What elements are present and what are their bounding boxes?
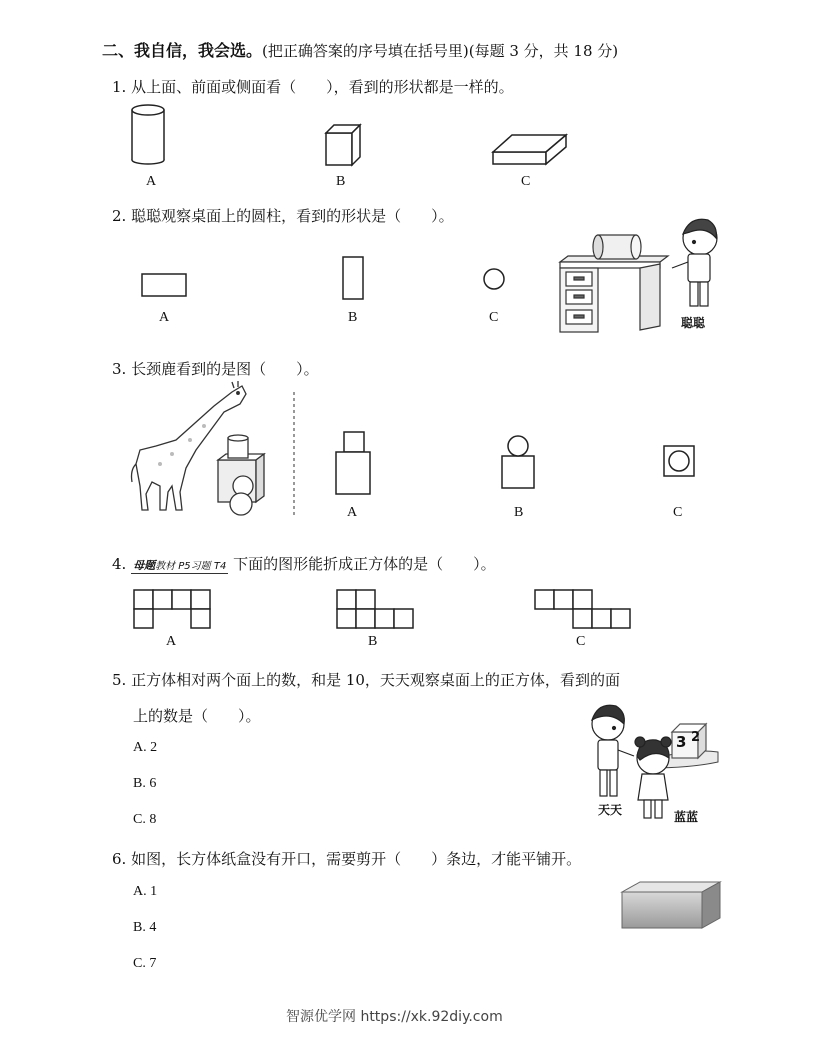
q6-option-b: B. 4 [133,920,157,935]
lanlan-name: 蓝蓝 [674,810,699,824]
q5-option-c: C. 8 [133,812,157,827]
q6-option-a: A. 1 [133,884,158,899]
q1-label-c: C [521,174,531,189]
q1-label-a: A [146,174,157,189]
q4-label-c: C [576,634,586,649]
q2-label-a: A [159,310,170,325]
q3-label-b: B [514,505,524,520]
q2-label-c: C [489,310,499,325]
cube-face-number-front: 3 [676,733,687,751]
section-heading: 二、我自信，我会选。 [102,41,263,60]
badge-source-text: 教材 P5习题 T4 [155,561,227,572]
q5-option-b: B. 6 [133,776,157,791]
badge-main-text: 母题 [133,559,156,572]
footer-watermark: 智源优学网 https://xk.92diy.com [286,1009,503,1025]
question-5-line1: 5. 正方体相对两个面上的数，和是 10，天天观察桌面上的正方体，看到的面 [112,671,620,689]
question-6-text: 6. 如图，长方体纸盒没有开口，需要剪开（ ）条边，才能平铺开。 [112,850,582,868]
question-2-text: 2. 聪聪观察桌面上的圆柱，看到的形状是（ ）。 [112,207,454,225]
question-3-text: 3. 长颈鹿看到的是图（ ）。 [112,360,319,378]
q4-text: 下面的图形能折成正方体的是（ ）。 [233,555,496,573]
q4-label-a: A [166,634,177,649]
section-instructions: (把正确答案的序号填在括号里)(每题 3 分，共 18 分) [262,42,619,60]
q6-option-c: C. 7 [133,956,157,971]
q3-label-a: A [347,505,358,520]
q1-label-b: B [336,174,346,189]
congcong-name: 聪聪 [681,316,706,330]
cube-face-number-side: 2 [691,730,701,745]
q4-number: 4. [112,555,127,573]
q2-label-b: B [348,310,358,325]
q5-option-a: A. 2 [133,740,158,755]
q4-label-b: B [368,634,378,649]
closed-box-illustration [622,882,720,928]
question-5-line2: 上的数是（ ）。 [133,707,261,725]
tiantian-name: 天天 [598,803,623,817]
q3-label-c: C [673,505,683,520]
question-1-text: 1. 从上面、前面或侧面看（ ），看到的形状都是一样的。 [112,78,514,96]
